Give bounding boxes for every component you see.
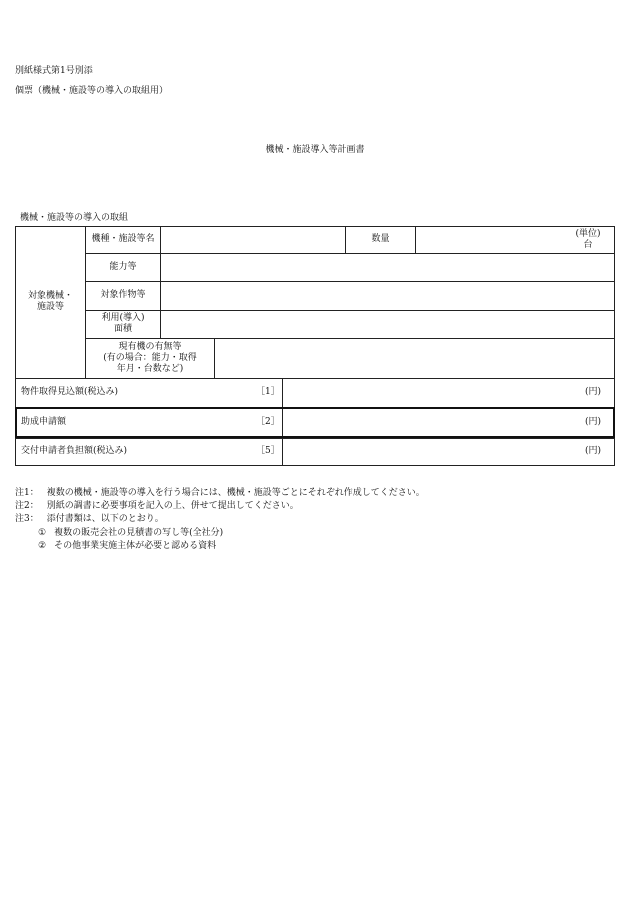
subsidy-amount-label: 助成申請額: [21, 417, 67, 427]
applicant-burden-label: 交付申請者負担額(税込み): [21, 446, 128, 456]
unit-label: [566, 227, 610, 253]
acquisition-cost-label: 物件取得見込額(税込み): [21, 387, 119, 397]
note-1: [15, 487, 425, 499]
section-label: 機械・施設等の導入の取組: [20, 213, 129, 223]
note-text: 複数の機械・施設等の導入を行う場合には、機械・施設等ごとにそれぞれ作成してください。: [46, 488, 425, 498]
form-reference: 別紙様式第1号別添: [15, 66, 93, 76]
subnote-2: [38, 540, 216, 552]
subsidy-amount-field[interactable]: [284, 409, 613, 436]
subnote-mark: ①: [38, 528, 47, 538]
label-line: 施設等: [36, 302, 64, 312]
label-line: 現有機の有無等: [118, 341, 182, 352]
capacity-field[interactable]: [161, 254, 614, 281]
applicant-burden-unit: (円): [585, 446, 602, 456]
target-crop-label: 対象作物等: [100, 290, 146, 300]
acquisition-cost-unit: (円): [585, 387, 602, 397]
note-text: 添付書類は、以下のとおり。: [46, 514, 164, 524]
subsidy-amount-unit: (円): [585, 417, 602, 427]
unit-text: (単位): [575, 229, 601, 239]
target-crop-field[interactable]: [161, 282, 614, 310]
equipment-name-label: 機種・施設等名: [91, 234, 155, 244]
form-subtitle: 個票（機械・施設等の導入の取組用）: [15, 86, 169, 96]
subnote-text: 複数の販売会社の見積書の写し等(全社分): [54, 528, 224, 538]
label-line: 利用(導入): [101, 313, 145, 323]
note-text: 別紙の調書に必要事項を記入の上、併せて提出してください。: [46, 501, 299, 511]
existing-machine-field[interactable]: [215, 339, 614, 378]
target-equipment-label: [16, 226, 85, 378]
note-prefix: 注2：: [15, 501, 39, 511]
capacity-label: 能力等: [109, 261, 137, 272]
note-2: [15, 500, 299, 512]
equipment-name-field[interactable]: [161, 227, 345, 253]
subnote-1: [38, 527, 223, 539]
applicant-burden-field[interactable]: [283, 439, 614, 465]
quantity-field[interactable]: [416, 227, 576, 253]
applicant-burden-ref: ［5］: [256, 446, 280, 456]
label-line: 面積: [113, 324, 132, 334]
existing-machine-label: [86, 338, 214, 378]
quantity-label: 数量: [371, 234, 390, 244]
acquisition-cost-field[interactable]: [283, 379, 614, 407]
subnote-mark: ②: [38, 541, 47, 551]
acquisition-cost-ref: ［1］: [256, 387, 280, 397]
subnote-text: その他事業実施主体が必要と認める資料: [54, 541, 217, 551]
subsidy-amount-ref: ［2］: [256, 417, 280, 427]
note-prefix: 注1：: [15, 488, 39, 498]
label-line: 年月・台数など): [116, 363, 184, 374]
unit-text: 台: [583, 240, 593, 250]
usage-area-field[interactable]: [161, 311, 614, 338]
label-line: (有の場合：能力・取得: [103, 352, 197, 363]
note-3: [15, 513, 164, 525]
usage-area-label: [86, 310, 160, 338]
document-title: 機械・施設導入等計画書: [265, 145, 365, 155]
label-line: 対象機械・: [27, 291, 73, 301]
note-prefix: 注3：: [15, 514, 39, 524]
